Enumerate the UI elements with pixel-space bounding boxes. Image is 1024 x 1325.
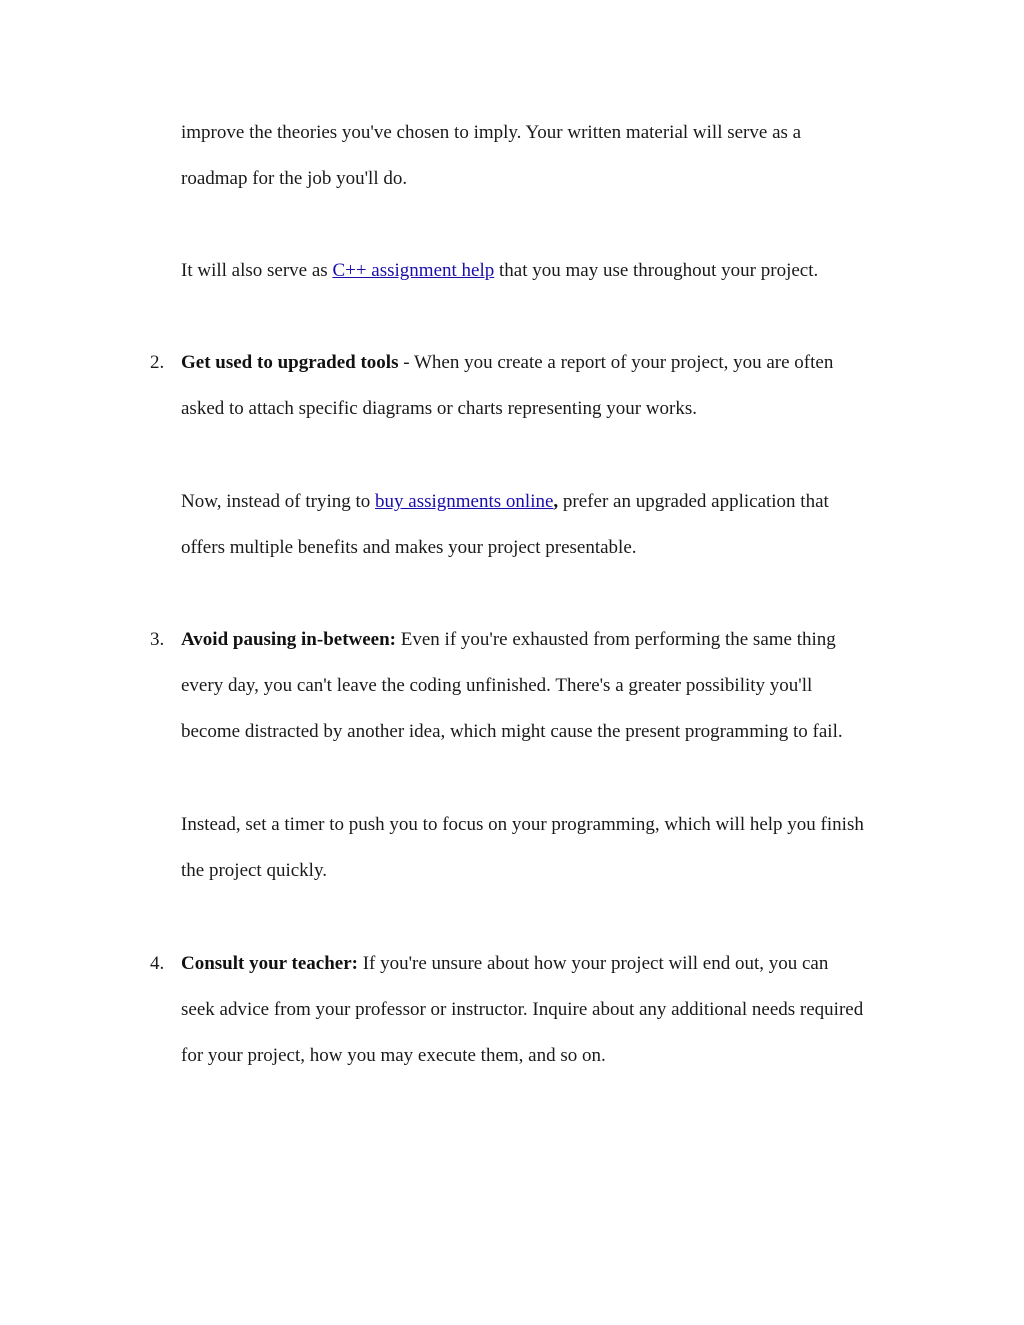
text-segment: that you may use throughout your project. — [494, 260, 819, 281]
text-segment: Now, instead of trying to — [181, 491, 376, 512]
text-segment: prefer an upgraded application that — [558, 491, 829, 512]
text-segment: If you're unsure about how your project will end out, you can — [357, 953, 829, 974]
text-line: every day, you can't leave the coding unfinished. There's a greater possibility you'll — [181, 675, 813, 696]
text-segment: Even if you're exhausted from performing the same thing — [396, 629, 836, 650]
text-line: the project quickly. — [181, 860, 327, 881]
list-item-avoid-pausing — [181, 617, 921, 755]
paragraph-theories — [181, 110, 921, 202]
list-number-4: 4. — [150, 953, 165, 974]
list-number-3: 3. — [150, 629, 165, 650]
comma: , — [553, 491, 559, 512]
list-item-heading: Avoid pausing in-between: — [181, 629, 397, 650]
paragraph-cpp-help — [181, 248, 921, 294]
list-item-consult-teacher — [181, 941, 921, 1079]
text-line: seek advice from your professor or instructor. Inquire about any additional needs required — [181, 999, 864, 1020]
cpp-assignment-help-link[interactable]: C++ assignment help — [332, 260, 495, 281]
paragraph-timer — [181, 802, 921, 894]
list-item-heading: Consult your teacher: — [181, 953, 358, 974]
text-line: roadmap for the job you'll do. — [181, 168, 408, 189]
list-number-2: 2. — [150, 352, 165, 373]
text-line: improve the theories you've chosen to imply. Your written material will serve as a — [181, 122, 802, 143]
text-line: asked to attach specific diagrams or charts representing your works. — [181, 398, 697, 419]
text-line: offers multiple benefits and makes your project presentable. — [181, 537, 637, 558]
list-item-upgraded-tools — [181, 340, 921, 432]
text-line: for your project, how you may execute them, and so on. — [181, 1045, 606, 1066]
text-segment: - When you create a report of your project, you are often — [398, 352, 834, 373]
text-line: become distracted by another idea, which might cause the present programming to fail. — [181, 721, 843, 742]
buy-assignments-online-link[interactable]: buy assignments online — [375, 491, 554, 512]
text-segment: It will also serve as — [181, 260, 333, 281]
text-line: Instead, set a timer to push you to focus on your programming, which will help you finish — [181, 814, 864, 835]
list-item-heading: Get used to upgraded tools — [181, 352, 399, 373]
paragraph-buy-assignments — [181, 479, 921, 571]
